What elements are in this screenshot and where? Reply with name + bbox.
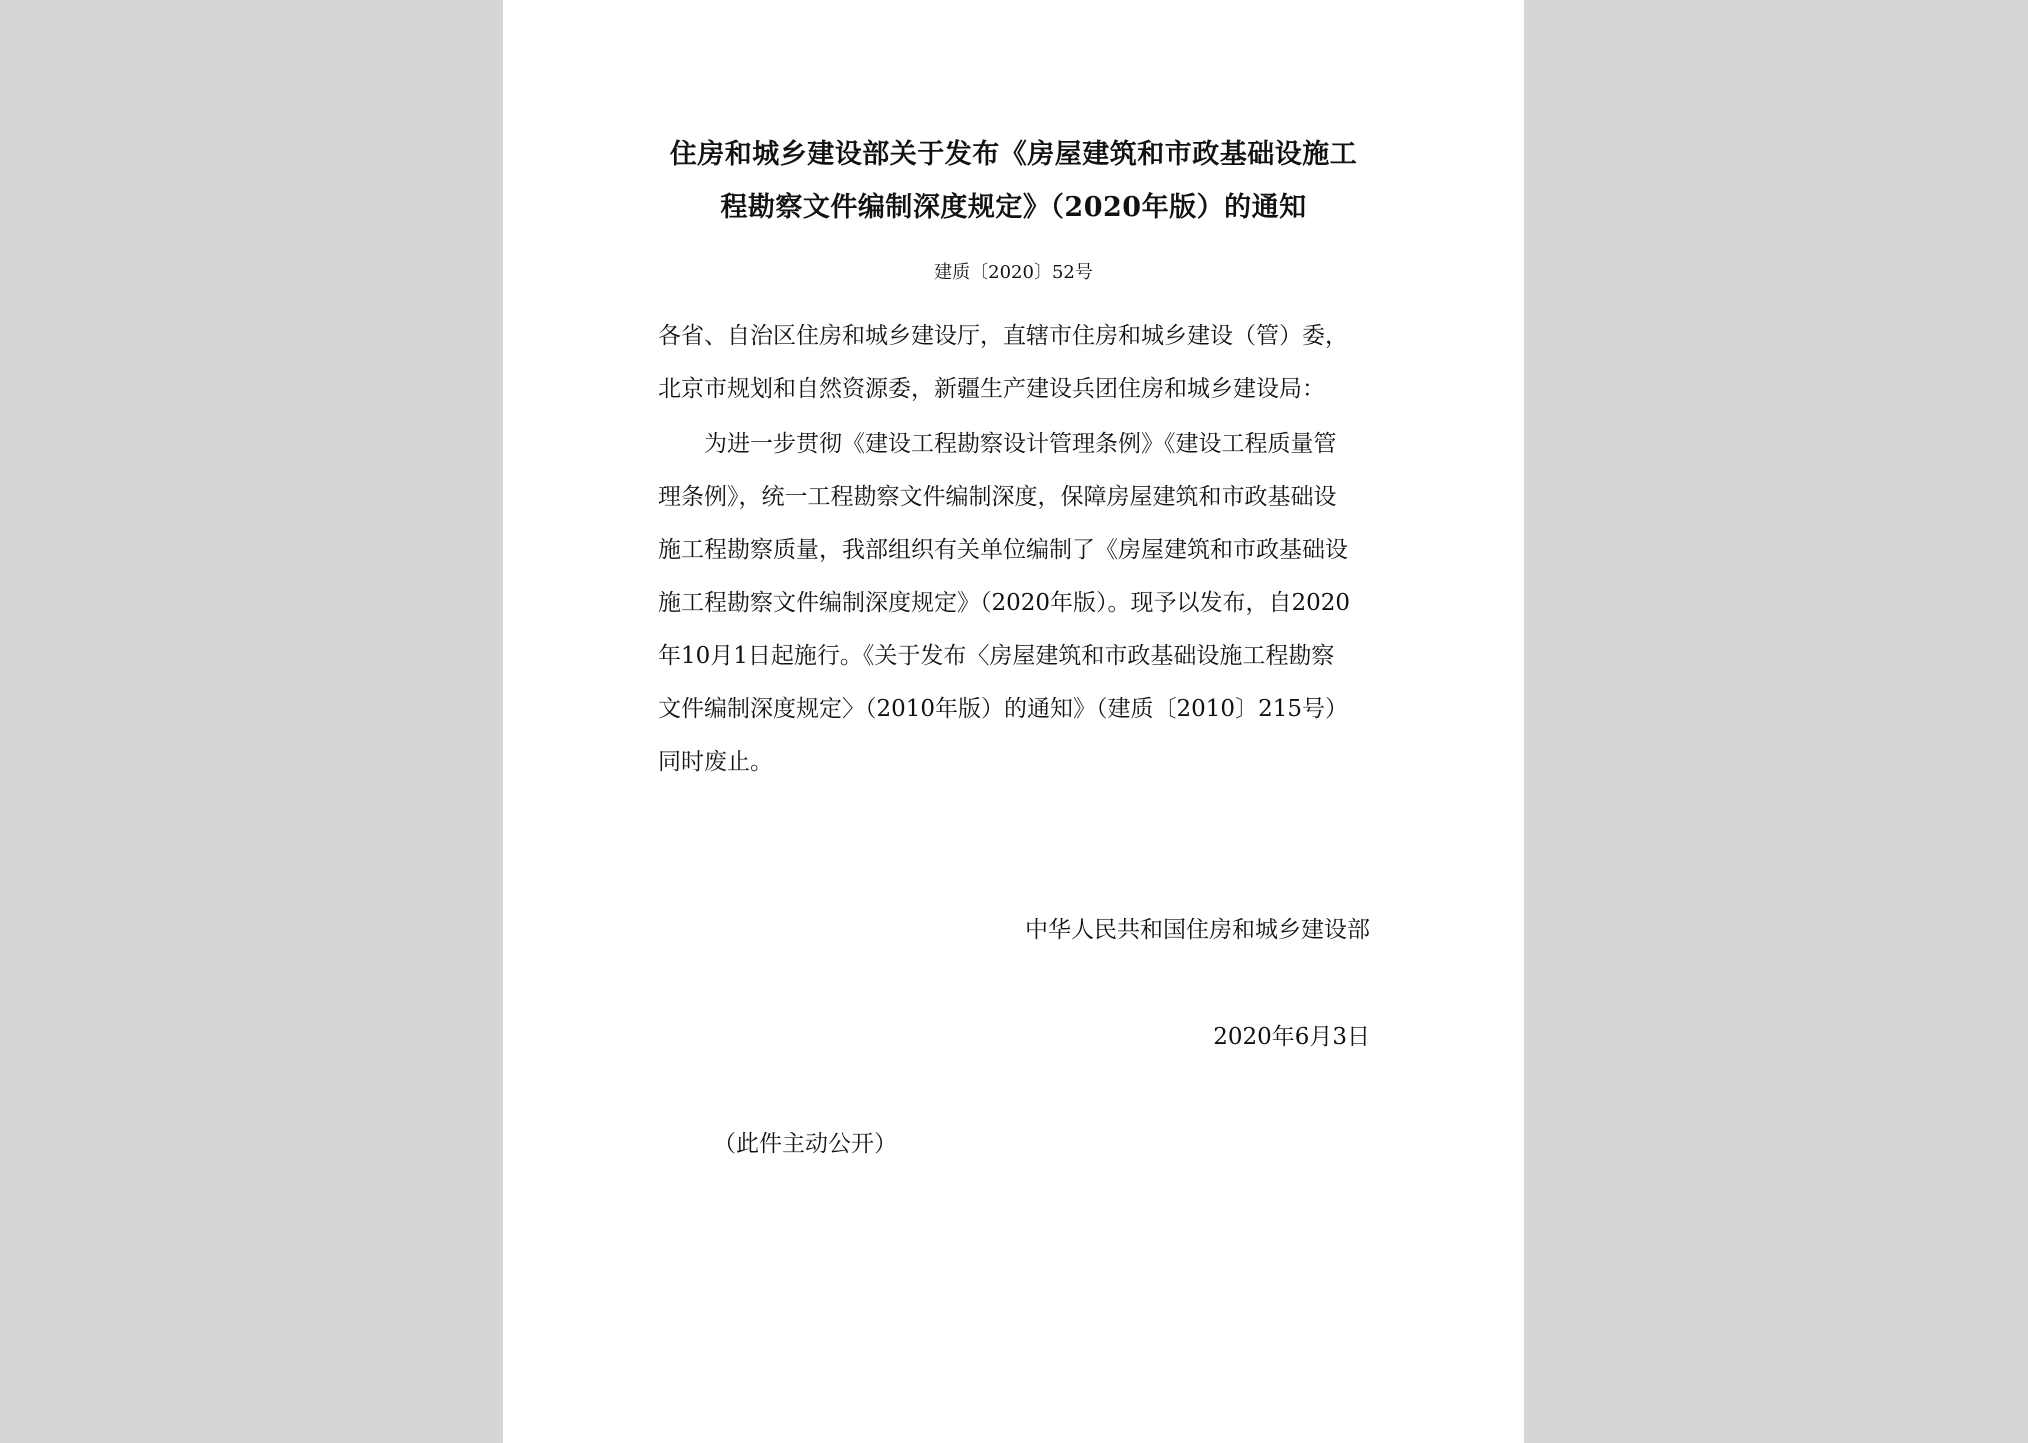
disclosure-note: （此件主动公开） xyxy=(713,1131,897,1157)
document-page xyxy=(503,0,1524,1443)
body-paragraph-line: 施工程勘察文件编制深度规定》（2020年版）。现予以发布，自2020 xyxy=(658,590,1351,616)
body-paragraph-line: 文件编制深度规定〉（2010年版）的通知》（建质〔2010〕215号） xyxy=(658,696,1348,722)
signature-organization: 中华人民共和国住房和城乡建设部 xyxy=(1025,917,1370,943)
body-paragraph-line: 施工程勘察质量，我部组织有关单位编制了《房屋建筑和市政基础设 xyxy=(658,537,1348,563)
document-number: 建质〔2020〕52号 xyxy=(934,262,1093,283)
body-paragraph-line: 年10月1日起施行。《关于发布〈房屋建筑和市政基础设施工程勘察 xyxy=(658,643,1335,669)
addressee-line: 北京市规划和自然资源委，新疆生产建设兵团住房和城乡建设局： xyxy=(658,376,1325,402)
body-paragraph-line: 为进一步贯彻《建设工程勘察设计管理条例》《建设工程质量管 xyxy=(704,431,1337,457)
signature-date: 2020年6月3日 xyxy=(1213,1024,1370,1050)
document-title-line-1: 住房和城乡建设部关于发布《房屋建筑和市政基础设施工 xyxy=(669,139,1358,170)
addressee-line: 各省、自治区住房和城乡建设厅，直辖市住房和城乡建设（管）委， xyxy=(658,323,1348,349)
document-title-line-2: 程勘察文件编制深度规定》（2020年版）的通知 xyxy=(720,192,1307,223)
body-paragraph-line: 理条例》，统一工程勘察文件编制深度，保障房屋建筑和市政基础设 xyxy=(658,484,1337,510)
body-paragraph-line: 同时废止。 xyxy=(658,749,773,775)
